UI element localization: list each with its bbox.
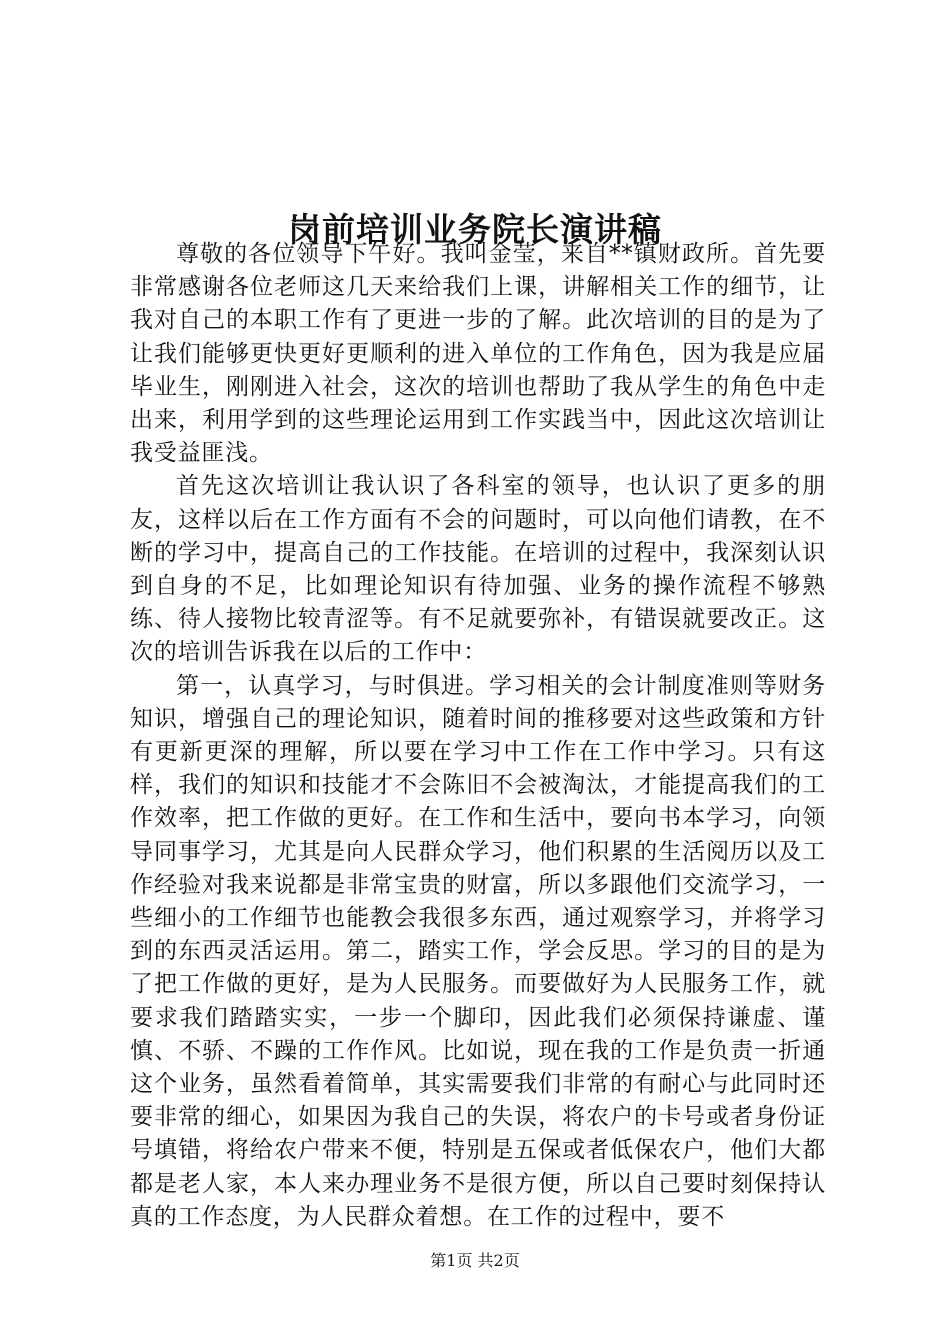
document-body bbox=[130, 238, 826, 1234]
paragraph-training-gains: 首先这次培训让我认识了各科室的领导，也认识了更多的朋友，这样以后在工作方面有不会的问题时，可以向他们请教，在不断的学习中，提高自己的工作技能。在培训的过程中，我深刻认识到自身的不足，比如理论知识有待加强、业务的操作流程不够熟练、待人接物比较青涩等。有不足就要弥补，有错误就要改正。这次的培训告诉我在以后的工作中： bbox=[130, 473, 826, 666]
paragraph-first-second-points: 第一，认真学习，与时俱进。学习相关的会计制度准则等财务知识，增强自己的理论知识，随着时间的推移要对这些政策和方针有更新更深的理解，所以要在学习中工作在工作中学习。只有这样，我们的知识和技能才不会陈旧不会被淘汰，才能提高我们的工作效率，把工作做的更好。在工作和生活中，要向书本学习，向领导同事学习，尤其是向人民群众学习，他们积累的生活阅历以及工作经验对我来说都是非常宝贵的财富，所以多跟他们交流学习，一些细小的工作细节也能教会我很多东西，通过观察学习，并将学习到的东西灵活运用。第二，踏实工作，学会反思。学习的目的是为了把工作做的更好，是为人民服务。而要做好为人民服务工作，就要求我们踏踏实实，一步一个脚印，因此我们必须保持谦虚、谨慎、不骄、不躁的工作作风。比如说，现在我的工作是负责一折通这个业务，虽然看着简单，其实需要我们非常的有耐心与此同时还要非常的细心，如果因为我自己的失误，将农户的卡号或者身份证号填错，将给农户带来不便，特别是五保或者低保农户，他们大都都是老人家，本人来办理业务不是很方便，所以自己要时刻保持认真的工作态度，为人民群众着想。在工作的过程中，要不 bbox=[130, 672, 826, 1230]
page-footer: 第1页 共2页 bbox=[430, 1251, 520, 1270]
document-title: 岗前培训业务院长演讲稿 bbox=[288, 210, 662, 250]
paragraph-greeting: 尊敬的各位领导下午好。我叫金莹，来自**镇财政所。首先要非常感谢各位老师这几天来给我们上课，讲解相关工作的细节，让我对自己的本职工作有了更进一步的了解。此次培训的目的是为了让我们能够更快更好更顺利的进入单位的工作角色，因为我是应届毕业生，刚刚进入社会，这次的培训也帮助了我从学生的角色中走出来，利用学到的这些理论运用到工作实践当中，因此这次培训让我受益匪浅。 bbox=[130, 241, 826, 467]
